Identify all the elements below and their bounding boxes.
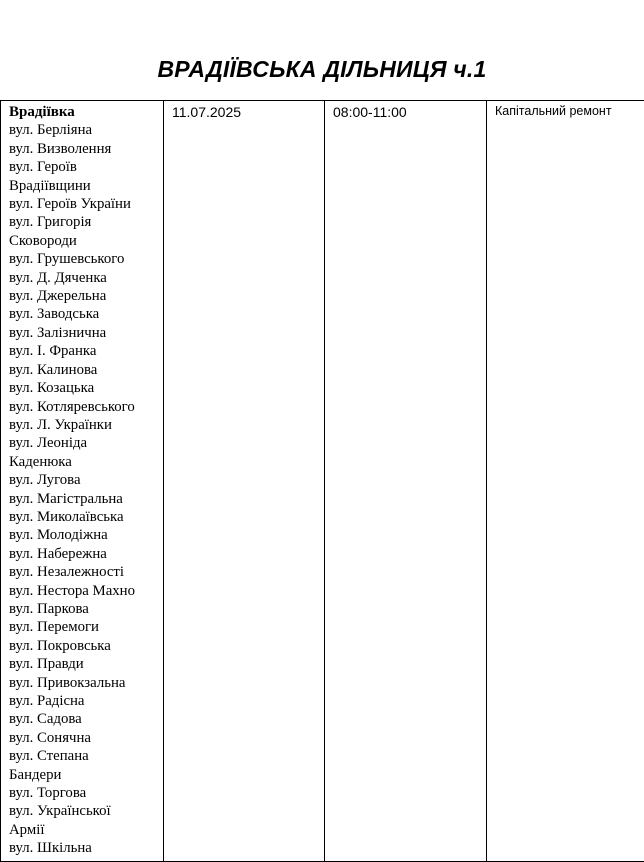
locality-cell (1, 101, 164, 862)
street-item: вул. Леоніда (9, 434, 158, 452)
table-row (1, 101, 644, 862)
street-item: вул. Привокзальна (9, 674, 158, 692)
street-item: вул. Нестора Махно (9, 582, 158, 600)
time-cell: 08:00-11:00 (325, 101, 487, 862)
street-item: вул. Л. Українки (9, 416, 158, 434)
street-item: вул. Заводська (9, 305, 158, 323)
street-item: вул. Шкільна (9, 839, 158, 857)
street-item: вул. Визволення (9, 140, 158, 158)
outage-schedule-table (0, 100, 644, 862)
street-item: вул. Берліяна (9, 121, 158, 139)
street-item: вул. Козацька (9, 379, 158, 397)
street-item: вул. Торгова (9, 784, 158, 802)
street-item: вул. Залізнична (9, 324, 158, 342)
street-item: вул. Української (9, 802, 158, 820)
street-item: вул. І. Франка (9, 342, 158, 360)
street-item: вул. Джерельна (9, 287, 158, 305)
street-item: вул. Степана (9, 747, 158, 765)
street-item: вул. Перемоги (9, 618, 158, 636)
street-item: вул. Магістральна (9, 490, 158, 508)
street-item: Бандери (9, 766, 158, 784)
street-item: Армії (9, 821, 158, 839)
street-item: Каденюка (9, 453, 158, 471)
street-item: вул. Сонячна (9, 729, 158, 747)
street-list (9, 121, 158, 857)
page-title: ВРАДІЇВСЬКА ДІЛЬНИЦЯ ч.1 (0, 56, 644, 83)
street-item: вул. Правди (9, 655, 158, 673)
street-item: вул. Покровська (9, 637, 158, 655)
date-cell: 11.07.2025 (164, 101, 325, 862)
street-item: вул. Котляревського (9, 398, 158, 416)
street-item: вул. Героїв (9, 158, 158, 176)
street-item: вул. Героїв України (9, 195, 158, 213)
locality-name: Врадіївка (9, 103, 158, 121)
work-type-cell: Капітальний ремонт (487, 101, 644, 862)
street-item: вул. Садова (9, 710, 158, 728)
street-item: вул. Незалежності (9, 563, 158, 581)
street-item: вул. Молодіжна (9, 526, 158, 544)
street-item: вул. Калинова (9, 361, 158, 379)
street-item: вул. Лугова (9, 471, 158, 489)
street-item: вул. Григорія (9, 213, 158, 231)
street-item: вул. Паркова (9, 600, 158, 618)
street-item: Сковороди (9, 232, 158, 250)
street-item: вул. Д. Дяченка (9, 269, 158, 287)
street-item: Врадіївщини (9, 177, 158, 195)
street-item: вул. Радісна (9, 692, 158, 710)
street-item: вул. Набережна (9, 545, 158, 563)
street-item: вул. Миколаївська (9, 508, 158, 526)
street-item: вул. Грушевського (9, 250, 158, 268)
